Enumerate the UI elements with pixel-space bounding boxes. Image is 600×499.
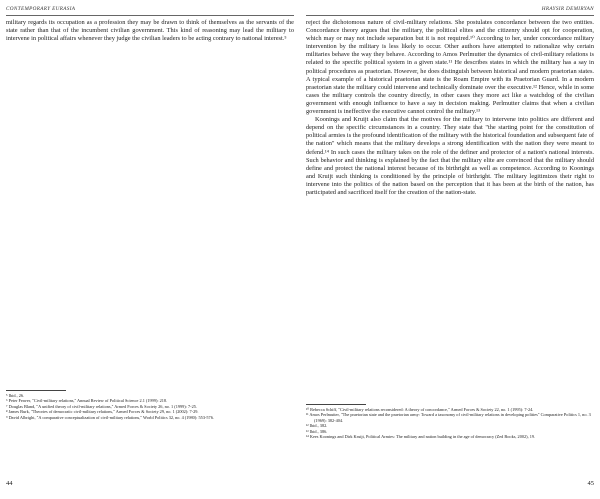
footnote: ¹⁴ Kees Koonings and Dirk Kruijt, Political Armies: The military and nation building in the age of democracy (Zed Books, 2002), 19. (306, 434, 536, 440)
head-rule-right (306, 15, 594, 16)
footnote-rule-left (6, 390, 66, 391)
running-head-right: HRAYSIR DEMIRYAN (541, 6, 594, 12)
right-page (300, 0, 600, 499)
footnote: ⁹ David Albright, "A comparative conceptualization of civil-military relations," World Politics 32, no. 4 (1980): 553-576. (6, 414, 214, 420)
page-number-right: 45 (587, 480, 594, 487)
body-text-left (6, 19, 294, 43)
paragraph: military regards its occupation as a profession they may be drawn to think of themselves as the servants of the state rather than that of the incumbent civilian government. This kind of reasoning may lead the military to intervene in political affairs whenever they judge the civilian leaders to be acting contrary to national interest.⁵ (6, 19, 294, 43)
footnote: ⁶ Peter Feaver, "Civil-military relations," Annual Review of Political Science 2.1 (1999): 218. (6, 398, 168, 404)
footnote-rule-right (306, 404, 366, 405)
head-rule-left (6, 15, 294, 16)
footnote: ¹⁰ Rebecca Schiff, "Civil-military relations reconsidered: A theory of concordance," Armed Forces & Society 22, no. 1 (1995): 7-24. (306, 407, 534, 412)
footnote: ⁵ Ibid., 26. (6, 393, 25, 398)
page-number-left: 44 (6, 480, 13, 487)
footnote: ¹¹ Amos Perlmutter, "The praetorian state and the praetorian army: Toward a taxonomy of civil-military relations in developing polities" Comparative Politics 1, no. 3 (1969): 382-404. (306, 412, 591, 423)
footnote: ¹² Ibid., 382. (306, 423, 328, 429)
footnotes-left (6, 393, 294, 420)
footnote: ⁷ Douglas Bland, "A unified theory of civil-military relations," Armed Forces & Society 26, no. 1 (1999): 7-25. (6, 403, 197, 409)
footnote: ¹³ Ibid., 386. (306, 428, 328, 434)
paragraph: Koonings and Kruijt also claim that the motives for the military to intervene into politics are different and depend on the specific circumstances in a country. They state that "the starting point for the constitution of political armies is the profound identification of the military with the historical foundation and subsequent fate of the nation" which means that the military develops a strong identification with the nation they were meant to defend.¹⁴ In such cases the military takes on the role of the definer and protector of a nation's national interests. Such behavior and thinking is explained by the fact that the military elite are convinced that the military should define and protect the national interest because of its birthright as well as competence. According to Koonings and Kruijt such thinking is conditioned by the principle of birthright. The military legitimizes their right to intervene into the politics of the nation based on the perception that it has been at the birth of the nation, has participated and sacrificed itself for the creation of the nation-state. (306, 116, 594, 196)
paragraph: reject the dichotomous nature of civil-military relations. She postulates concordance between the two entities. Concordance theory argues that the military, the political elites and the citizenry should opt for cooperation, which may or may not include separation but it is not required.¹⁰ According to her, under concordance military intervention by the military is less likely to occur. Other authors have attempted to rationalize why certain militaries behave the way they behave. According to Amos Perlmutter the dynamics of civil-military relations is related to the specific political system in a given state.¹¹ He describes states in which the military has a say in political procedures as praetorian. However, he does distinguish between historical and modern praetorian states. A typical example of a historical praetorian state is the Roam Empire with its Praetorian Guard. In a modern praetorian state the military could intervene and technically dominate over the executive.¹² Hence, while in some cases the military controls the country directly, in other cases they more act like a watchdog of the civilian government with enough influence to have a say in decision making. Perlmutter claims that when a civilian government is ineffective the executive cannot control the military.¹³ (306, 19, 594, 116)
footnotes-right (306, 407, 594, 439)
body-text-right (306, 19, 594, 197)
running-head-left: CONTEMPORARY EURASIA (6, 6, 76, 12)
footnote: ⁸ James Burk, "Theories of democratic civil-military relations," Armed Forces & Society 29, no. 1 (2002): 7-29. (6, 409, 199, 415)
